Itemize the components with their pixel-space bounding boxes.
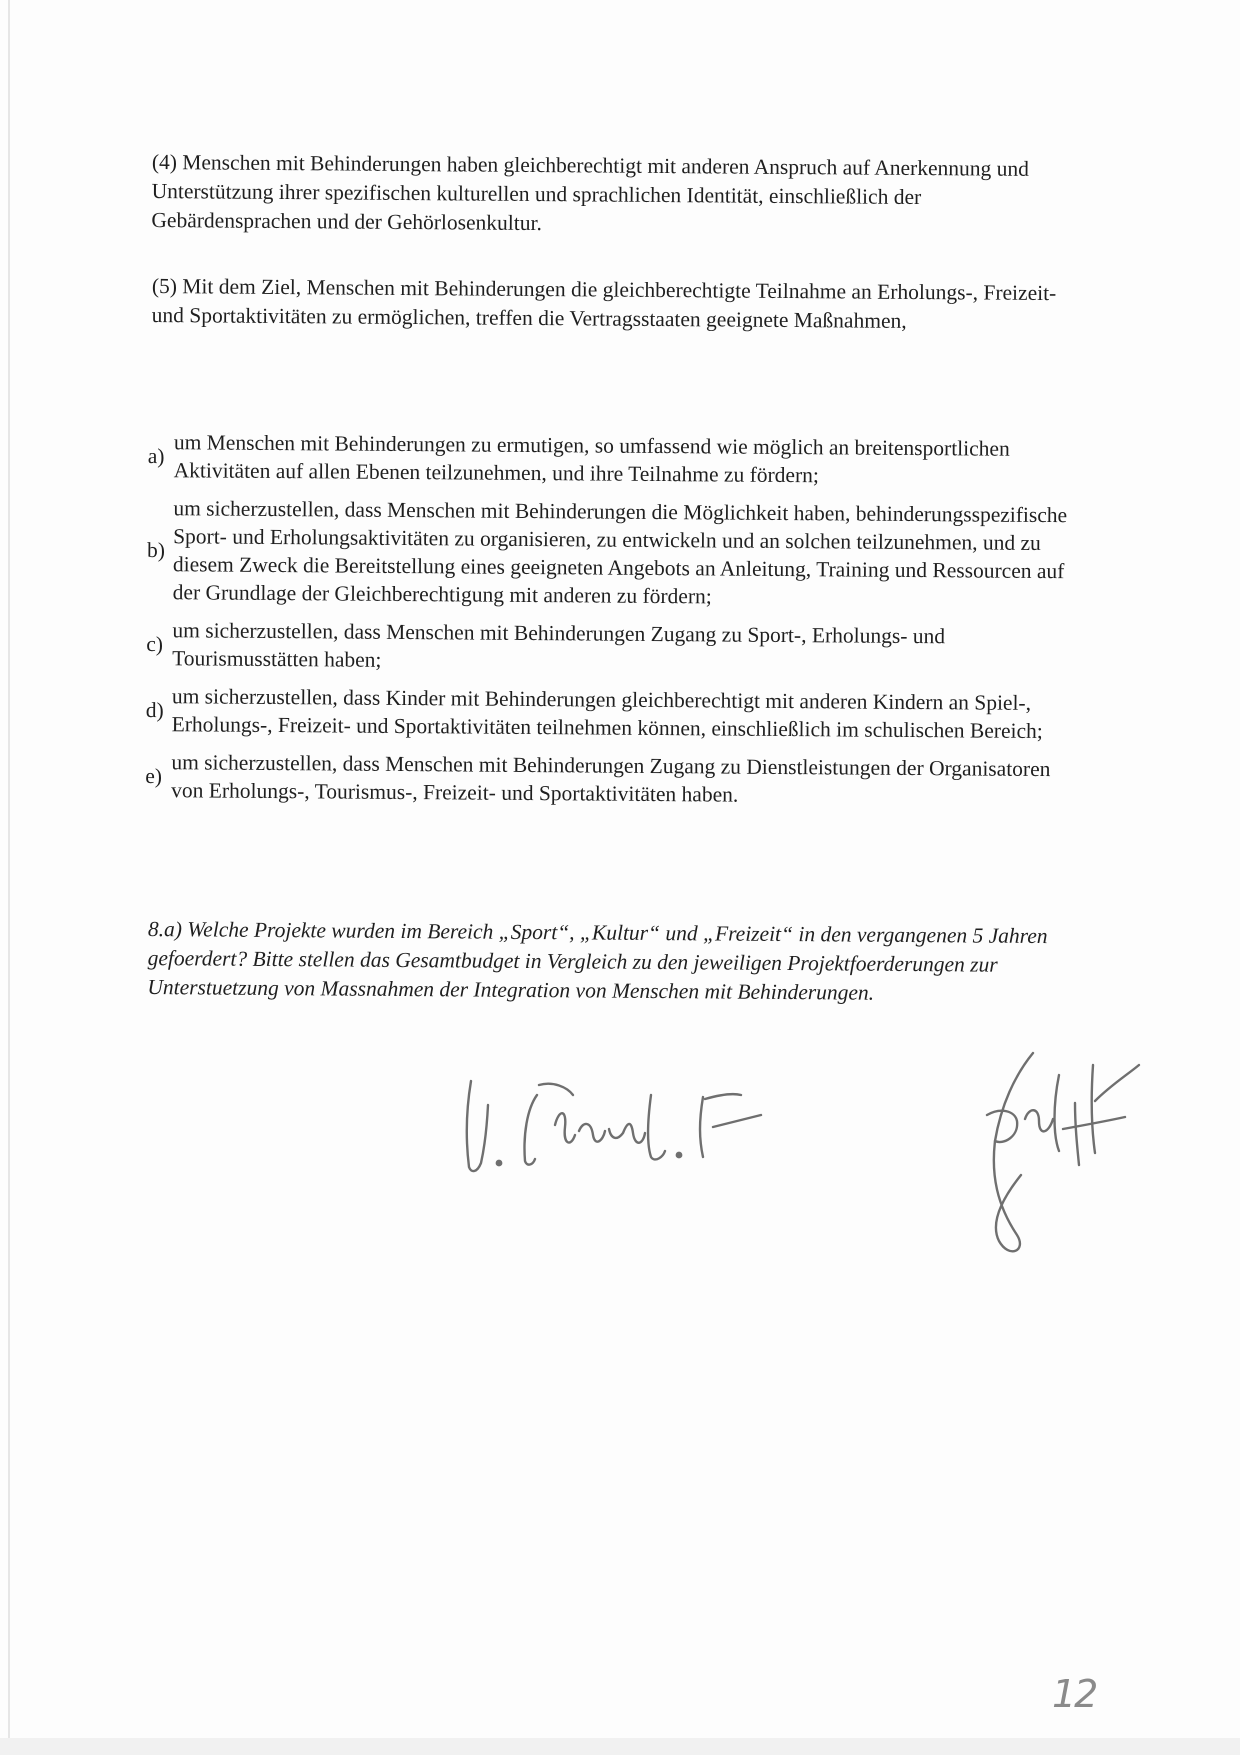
question-8a [147, 915, 1078, 1009]
list-item-text: um sicherzustellen, dass Menschen mit Behinderungen die Möglichkeit haben, behinderungsspezifische Sport- und Erholungsaktivitäten zu organisieren, zu entwickeln und an solchen teilzunehmen, und zu diesem Zweck die Bereitstellung eines geeigneten Angebots an Anleitung, Training und Ressourcen auf der Grundlage der Gleichberechtigung mit anderen zu fördern; [172, 496, 1068, 609]
list-item-text: um sicherzustellen, dass Menschen mit Behinderungen Zugang zu Sport-, Erholungs- und Tourismusstätten haben; [172, 618, 946, 672]
scan-bottom-edge [0, 1738, 1240, 1755]
list-item [146, 616, 1076, 679]
list-item-letter: b) [146, 537, 166, 563]
paragraph-4-text: (4) Menschen mit Behinderungen haben gleichberechtigt mit anderen Anspruch auf Anerkennung und Unterstützung ihrer spezifischen kulturellen und sprachlichen Identität, einschließlich der Gebärdensprachen und der Gehörlosenkultur. [151, 149, 1030, 236]
list-item-text: um Menschen mit Behinderungen zu ermutigen, so umfassend wie möglich an breitensportlichen Aktivitäten auf allen Ebenen teilzunehmen, und ihre Teilnahme zu fördern; [173, 430, 1010, 488]
list-item-text: um sicherzustellen, dass Menschen mit Behinderungen Zugang zu Dienstleistungen der Organisatoren von Erholungs-, Tourismus-, Freizeit- und Sportaktivitäten haben. [171, 750, 1051, 807]
signature-right [945, 1045, 1145, 1265]
scan-left-edge [8, 0, 10, 1755]
paragraph-5 [152, 272, 1072, 337]
question-8a-text: 8.a) Welche Projekte wurden im Bereich „Sport“, „Kultur“ und „Freizeit“ in den vergangenen 5 Jahren gefoerdert? Bitte stellen das Gesamtbudget in Vergleich zu den jeweiligen Projektfoerderungen zur Unterstuetzung von Massnahmen der Integration von Menschen mit Behinderungen. [147, 916, 1048, 1005]
signature-left [455, 1075, 805, 1185]
list-item [147, 494, 1078, 613]
list-item-letter: a) [147, 443, 165, 469]
list-item-letter: d) [145, 697, 164, 723]
list-item [145, 748, 1075, 811]
list-item [148, 428, 1078, 491]
paragraph-5-text: (5) Mit dem Ziel, Menschen mit Behinderungen die gleichberechtigte Teilnahme an Erholungs-, Freizeit- und Sportaktivitäten zu ermöglichen, treffen die Vertragsstaaten geeignete Maßnahmen, [151, 273, 1057, 333]
paragraph-4 [151, 148, 1072, 242]
list-item-letter: e) [145, 763, 163, 789]
list-item-letter: c) [146, 631, 164, 657]
list-item [146, 682, 1076, 745]
list-item-text: um sicherzustellen, dass Kinder mit Behinderungen gleichberechtigt mit anderen Kindern an Spiel-, Erholungs-, Freizeit- und Sportaktivitäten teilnehmen können, einschließlich im schulischen Bereich; [171, 684, 1043, 744]
page-number: 12 [1052, 1672, 1097, 1716]
measures-list [145, 428, 1078, 821]
